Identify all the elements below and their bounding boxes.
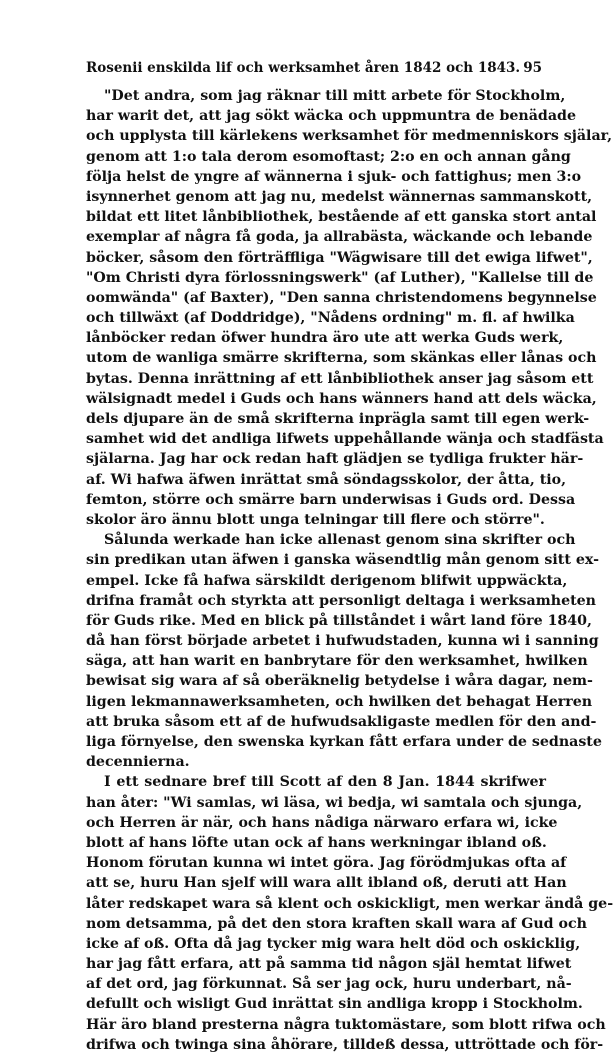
- text-line: liga förnyelse, den swenska kyrkan fått erfara under de sednaste: [86, 734, 602, 750]
- text-line: drifna framåt och styrkta att personligt deltaga i werksamheten: [86, 592, 596, 609]
- text-line: bewisat sig wara af så oberäknelig betydelse i wåra dagar, nem-: [86, 673, 593, 690]
- text-line: för Guds rike. Med en blick på tillståndet i wårt land före 1840,: [86, 612, 592, 629]
- text-line: bildat ett litet lånbibliothek, bestående af ett ganska stort antal: [86, 209, 597, 226]
- text-line: femton, större och smärre barn underwisas i Guds ord. Dessa: [86, 491, 576, 508]
- page-number: 95: [523, 60, 542, 76]
- text-line: följa helst de yngre af wännerna i sjuk- och fattighus; men 3:o: [86, 168, 582, 185]
- text-line: Sålunda werkade han icke allenast genom sina skrifter och: [104, 532, 576, 549]
- text-line: Honom förutan kunna wi intet göra. Jag förödmjukas ofta af: [86, 855, 567, 872]
- text-line: att bruka såsom ett af de hufwudsakligaste medlen för den and-: [86, 713, 597, 730]
- text-line: sin predikan utan äfwen i ganska wäsendtlig mån genom sitt ex-: [86, 552, 599, 569]
- page-header: [86, 60, 542, 82]
- text-line: oomwända" (af Baxter), "Den sanna christendomens begynnelse: [86, 289, 597, 306]
- text-line: I ett sednare bref till Scott af den 8 Jan. 1844 skrifwer: [104, 774, 546, 791]
- text-line: wälsignadt medel i Guds och hans wänners hand att dels wäcka,: [86, 390, 597, 407]
- text-line: isynnerhet genom att jag nu, medelst wännernas sammanskott,: [86, 188, 593, 205]
- text-line: säga, att han warit en banbrytare för den werksamhet, hwilken: [86, 653, 588, 670]
- text-line: icke af oß. Ofta då jag tycker mig wara helt död och oskicklig,: [86, 935, 581, 952]
- text-line: bytas. Denna inrättning af ett lånbibliothek anser jag såsom ett: [86, 370, 594, 387]
- text-line: har warit det, att jag sökt wäcka och uppmuntra de benädade: [86, 108, 576, 125]
- text-line: och Herren är när, och hans nådiga närwaro erfara wi, icke: [86, 814, 558, 831]
- text-line: låter redskapet wara så klent och oskickligt, men werkar ändå ge-: [86, 895, 613, 912]
- text-line: drifwa och twinga sina åhörare, tilldeß dessa, uttröttade och för-: [86, 1036, 604, 1053]
- text-line: och tillwäxt (af Doddridge), "Nådens ordning" m. fl. af hwilka: [86, 310, 575, 327]
- text-line: af det ord, jag förkunnat. Så ser jag ock, huru underbart, nå-: [86, 976, 572, 993]
- text-line: decennierna.: [86, 754, 190, 771]
- text-line: empel. Icke få hafwa särskildt derigenom blifwit uppwäckta,: [86, 572, 568, 589]
- text-line: blott af hans löfte utan ock af hans werkningar ibland oß.: [86, 834, 547, 851]
- text-line: skolor äro ännu blott unga telningar till flere och större".: [86, 511, 545, 528]
- text-line: samhet wid det andliga lifwets uppehållande wänja och stadfästa: [86, 431, 604, 448]
- text-line: han åter: "Wi samlas, wi läsa, wi bedja, wi samtala och sjunga,: [86, 794, 583, 811]
- text-line: då han först började arbetet i hufwudstaden, kunna wi i sanning: [86, 633, 599, 650]
- text-line: exemplar af några få goda, ja allrabästa, wäckande och lebande: [86, 229, 593, 246]
- text-line: defullt och wisligt Gud inrättat sin andliga kropp i Stockholm.: [86, 996, 583, 1013]
- text-line: böcker, såsom den förträffliga "Wägwisare till det ewiga lifwet",: [86, 249, 593, 266]
- text-line: utom de wanliga smärre skrifterna, som skänkas eller lånas och: [86, 350, 597, 367]
- text-line: "Det andra, som jag räknar till mitt arbete för Stockholm,: [104, 88, 566, 104]
- text-line: genom att 1:o tala derom esomoftast; 2:o en och annan gång: [86, 148, 571, 165]
- text-line: att se, huru Han sjelf will wara allt ibland oß, deruti att Han: [86, 875, 567, 892]
- text-line: har jag fått erfara, att på samma tid någon själ hemtat lifwet: [86, 956, 572, 973]
- running-head: Rosenii enskilda lif och werksamhet åren 1842 och 1843.: [86, 60, 521, 76]
- text-line: lånböcker redan öfwer hundra äro ute att werka Guds werk,: [86, 330, 564, 347]
- text-line: "Om Christi dyra förlossningswerk" (af Luther), "Kallelse till de: [86, 269, 594, 286]
- text-line: nom detsamma, på det den stora kraften skall wara af Gud och: [86, 915, 587, 932]
- text-line: af. Wi hafwa äfwen inrättat små söndagsskolor, der åtta, tio,: [86, 471, 567, 488]
- body-text: [86, 86, 613, 1055]
- text-line: och upplysta till kärlekens werksamhet för medmenniskors själar,: [86, 128, 613, 145]
- text-line: ligen lekmannawerksamheten, och hwilken det behagat Herren: [86, 693, 593, 710]
- text-line: dels djupare än de små skrifterna inpräglа samt till egen werk-: [86, 411, 590, 427]
- text-line: själarna. Jag har ock redan haft glädjen se tydliga frukter här-: [86, 451, 584, 468]
- text-line: Här äro bland presterna några tuktomästare, som blott rifwa och: [86, 1016, 606, 1033]
